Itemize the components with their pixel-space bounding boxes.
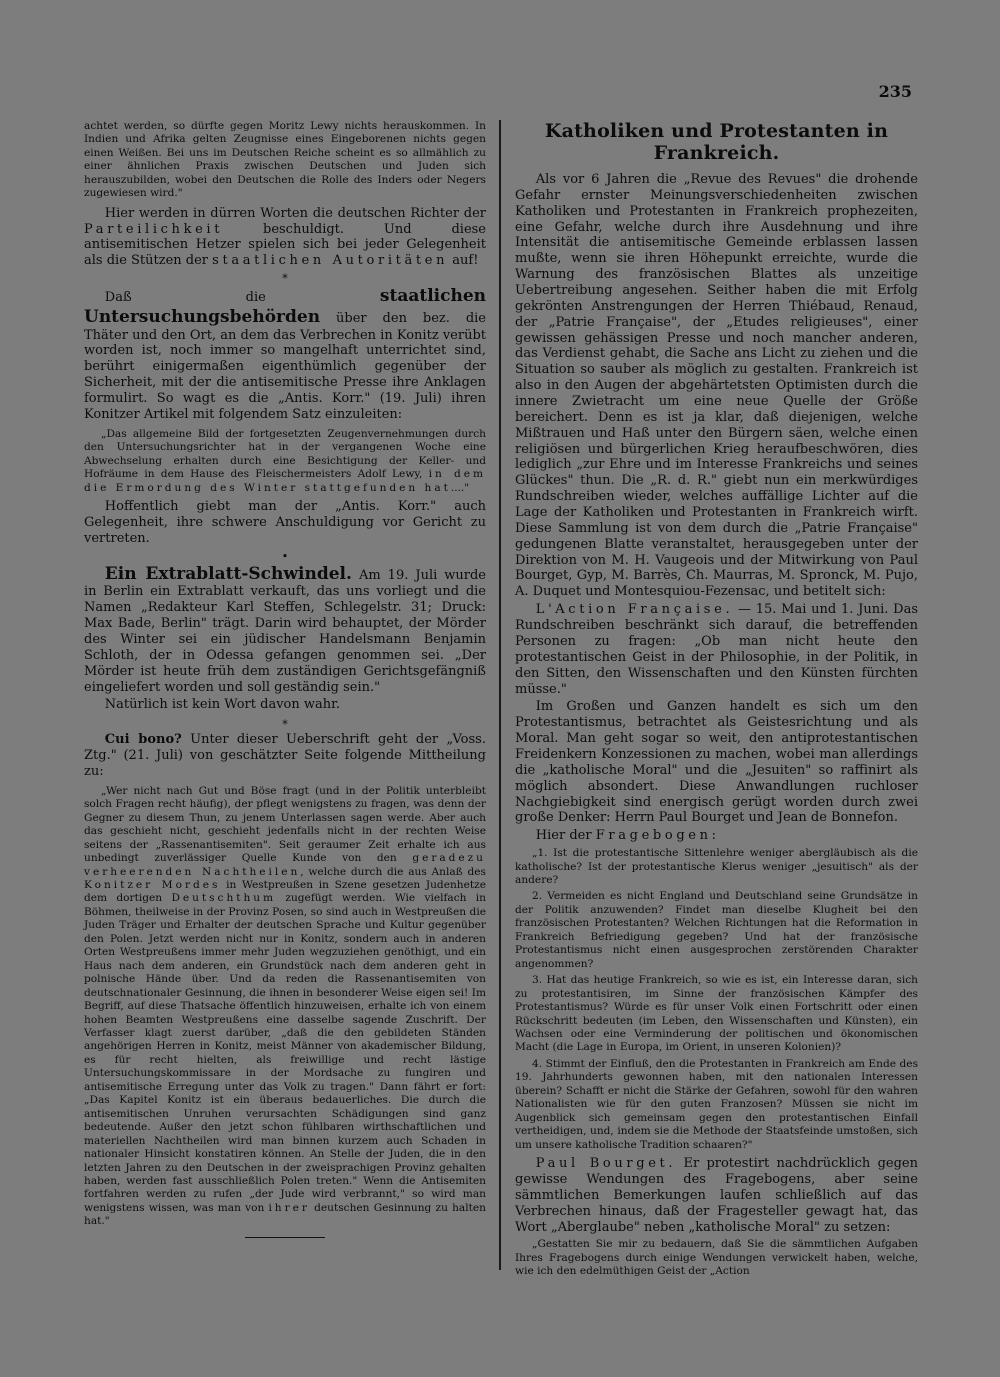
text-fragment: zugefügt werden. Wie vielfach in Böhmen, theilweise in der Provinz Posen, so sind auch in Westpreußen die Juden Träger und Erhalter der deutschen Sprache und Kultur gegenüber den Polen. Jetzt werden nicht nur in Konitz, sondern auch in anderen Orten Westpreußens immer mehr Juden wegzuziehen genöthigt, und ein Haus nach dem anderen, ein Grundstück nach dem anderen geht in polnische Hände über. Und da reden die Rassenantisemiten von deutschnationaler Gesinnung, die ihnen in besonderer Weise eigen sei! Im Begriff, auf diese Thatsache öffentlich hinzuweisen, erhalte ich von einem hohen Beamten Westpreußens eine dasselbe sagende Zuschrift. Der Verfasser klagt zuerst darüber, „daß die den gebildeten Ständen angehörigen Herren in Konitz, meist Männer von akademischer Bildung, es für recht hielten, als freiwillige und recht lästige Untersuchungskommissare in der Mordsache zu fungiren und antisemitische Erregung unter das Volk zu tragen." Dann fährt er fort: „Das Kapitel Konitz ist ein überaus bedauerliches. Die durch die antisemitischen Unruhen verursachten Schädigungen sind ganz bedeutende. Außer den jetzt schon fühlbaren wirthschaftlichen und materiellen Nachtheilen wird man binnen kurzem auch Schaden in nationaler Hinsicht konstatiren können. An Stelle der Juden, die in den letzten Jahren zu den Deutschen in der zweisprachigen Provinz gehalten haben, werden fast ausschließlich Polen treten." Wenn die Antisemiten fortfahren werden zu rufen „der Jude wird verbrannt," so wird man wenigstens wissen, was man von: [84, 892, 486, 1214]
paragraph-bourget: [515, 1156, 918, 1235]
text-fragment: auf!: [452, 253, 479, 269]
column-divider: [499, 120, 501, 1270]
emphasis-konitzer-mord: Konitzer Mordes: [84, 878, 221, 891]
text-fragment: :: [711, 828, 717, 844]
heading-extrablatt: Ein Extrablatt-Schwindel.: [104, 563, 352, 584]
text-fragment: Er protestirt nachdrücklich gegen gewisse Wendungen des Fragebogens, aber seine sämmtlichen Bemerkungen laufen schließlich auf das Verbrechen hinaus, daß der Fragesteller gewagt hat, das Wort „Aberglaube" neben „katholische Moral" zu setzen:: [515, 1156, 918, 1235]
publication-name: L'Action Française.: [535, 602, 734, 618]
text-fragment: — 15. Mai und 1. Juni. Das Rundschreiben beschränkt sich darauf, die betreffenden Personen zu fragen: „Ob man nicht heute den protestantischen Geist in der Philosophie, in der Politik, in den Sitten, den Wissenschaften und den Künsten fürchten müsse.": [515, 602, 918, 697]
question-3: 3. Hat das heutige Frankreich, so wie es ist, ein Interesse daran, sich zu protestantisiren, im Sinne der französischen Kämpfer des Protestantismus? Würde es für unser Volk einen Fortschritt oder einen Rückschritt bedeuten (im Leben, den Wissenschaften und Künsten), ein Wachsen oder eine Verminderung der politischen und ökonomischen Macht (die Lage in Europa, im Orient, in unseren Kolonien)?: [515, 974, 918, 1054]
text-fragment: „Wer nicht nach Gut und Böse fragt (und in der Politik unterbleibt solch Fragen recht häufig), der pflegt wenigstens zu fragen, was denn der Gegner zu diesem Thun, zu jenem Unterlassen sagen werde. Aber auch das geschieht nicht, geschieht jedenfalls nicht in der rechten Weise seitens der „Rassenantisemiten". Seit geraumer Zeit erhalte ich aus unbedingt zuverlässiger Quelle Kunde von den: [84, 784, 486, 865]
paragraph-untersuchung: [84, 286, 486, 423]
text-fragment: ....": [450, 481, 470, 494]
quote-antis-korr: [84, 428, 486, 495]
paragraph-action-francaise: [515, 602, 918, 697]
separator: *: [282, 272, 288, 286]
text-fragment: Am 19. Juli wurde in Berlin ein Extrablatt verkauft, das uns vorliegt und die Namen „Redakteur Karl Steffen, Schlegelstr. 31; Druck: Max Bade, Berlin" trägt. Darin wird behauptet, der Mörder des Winter sei ein jüdischer Handelsmann Benjamin Schloth, der in Odessa gefangen genommen sei. „Der Mörder ist heute früh dem zuständigen Gerichtsgefängniß eingeliefert worden und soll geständig sein.": [84, 567, 486, 695]
paragraph-hoffentlich: Hoffentlich giebt man der „Antis. Korr." auch Gelegenheit, ihre schwere Anschuldigung vor Gericht zu vertreten.: [84, 499, 486, 546]
left-column: [84, 120, 486, 1238]
text-fragment: in Westpreußen in Szene gesetzen Judenhetze dem dortigen: [84, 878, 486, 905]
text-fragment: Hier werden in dürren Worten die deutschen Richter der: [104, 205, 486, 221]
text-fragment: beschuldigt. Und diese antisemitischen Hetzer spielen sich bei jeder Gelegenheit als die Stützen der: [84, 221, 487, 269]
paragraph-cui-bono: [84, 732, 486, 780]
separator: •: [281, 549, 289, 563]
paragraph-extrablatt: [84, 564, 486, 696]
text-fragment: Daß die: [104, 290, 266, 306]
paragraph-richter: [84, 206, 486, 269]
paragraph-fragebogen-intro: [515, 828, 918, 844]
name-paul-bourget: Paul Bourget.: [535, 1156, 677, 1172]
question-2: 2. Vermeiden es nicht England und Deutschland seine Grundsätze in der Politik anzuwenden? Findet man dieselbe Klugheit bei den französischen Protestanten? Welchen Richtungen hat die Reformation in Frankreich Befriedigung gegeben? Und hat der französische Protestantismus nicht einen ausgesprochen zerstörenden Charakter angenommen?: [515, 890, 918, 970]
end-rule: [245, 1237, 325, 1238]
question-1: „1. Ist die protestantische Sittenlehre weniger abergläubisch als die katholische? Ist der protestantische Klerus weniger „jesuitisch" als der andere?: [515, 847, 918, 886]
paragraph-natuerlich: Natürlich ist kein Wort davon wahr.: [104, 697, 341, 713]
emphasis-fragebogen: Fragebogen: [595, 828, 712, 844]
emphasis-nachtheile: geradezu verheerenden Nachtheilen: [84, 852, 486, 878]
heading-untersuchungsbehoerden: staatlichen Untersuchungsbehörden: [84, 286, 486, 327]
emphasis-deutschthum: Deutschthum: [171, 892, 277, 905]
emphasis-ihrer: ihrer: [268, 1201, 310, 1214]
emphasis-autoritaeten: staatlichen Autoritäten: [212, 253, 449, 269]
paragraph-protestantismus: Im Großen und Ganzen handelt es sich um den Protestantismus, betrachtet als Geistesrichtung und als Moral. Man geht sogar so weit, den antiprotestantischen Freidenkern Konzessionen zu machen, wobei man allerdings die „katholische Moral" und die „Jesuiten" so raffinirt als möglich absondert. Diese Anwandlungen ruchloser Nachgiebigkeit sind energisch gerügt worden durch zwei große Denker: Herrn Paul Bourget und Jean de Bonnefon.: [515, 699, 918, 826]
emphasis-parteilichkeit: Parteilichkeit: [84, 221, 224, 237]
heading-cui-bono: Cui bono?: [104, 732, 182, 748]
quote-continuation: achtet werden, so dürfte gegen Moritz Lewy nichts herauskommen. In Indien und Afrika gelten Zeugnisse eines Eingeborenen nichts gegen einen Weißen. Bei uns im Deutschen Reiche scheint es so allmählich zu einer ähnlichen Praxis zwischen Deutschen und Juden sich herauszubilden, wobei den Deutschen die Rolle des Inders oder Negers zugewiesen wird.": [84, 120, 486, 200]
quote-voss-ztg: [84, 785, 486, 1229]
text-fragment: , welche durch die aus Anlaß des: [300, 865, 486, 878]
page-number: 235: [878, 82, 912, 101]
text-fragment: Unter dieser Ueberschrift geht der „Voss. Ztg." (21. Juli) von geschätzter Seite folgende Mittheilung zu:: [84, 732, 486, 779]
text-fragment: Hier der: [535, 828, 592, 844]
text-fragment: deutschen Gesinnung zu halten hat.": [84, 1201, 486, 1228]
article-title: Katholiken und Protestanten in Frankreich.: [544, 120, 889, 164]
paragraph-revue: Als vor 6 Jahren die „Revue des Revues" die drohende Gefahr ernster Meinungsverschiedenheiten zwischen Katholiken und Protestanten in Frankreich prophezeiten, eine Gefahr, welche durch ihre Ausdehnung und ihre Intensität die antisemitische Gemeinde erblassen lassen mußte, wenn sie ihren Höhepunkt erreichte, wurde die Warnung des französischen Blattes als unzeitige Uebertreibung angesehen. Seither haben die mit Erfolg gekrönten Anstrengungen der Herren Thiébaud, Renaud, der „Patrie Française", der „Etudes religieuses", einer gewissen gehässigen Presse und noch mancher anderen, das Verdienst gehabt, die Sache ans Licht zu ziehen und die Situation so sauber als möglich zu gestalten. Frankreich ist also in den Augen der abgehärtetsten Optimisten durch die innere Zwietracht um eine neue Quelle der Größe bereichert. Denn es ist ja klar, daß diejenigen, welche Mißtrauen und Haß unter den Bürgern säen, welche einen religiösen und bürgerlichen Krieg heraufbeschwören, dies lediglich „zur Ehre und im Interesse Frankreichs und seines Glückes" thun. Die „R. d. R." giebt nun ein merkwürdiges Rundschreiben wieder, welches auffällige Lichter auf die Lage der Katholiken und Protestanten in Frankreich wirft. Diese Sammlung ist von dem durch die „Patrie Française" gedungenen Blatte veranstaltet, herausgegeben unter der Direktion von M. H. Vaugeois und der Mitwirkung von Paul Bourget, Gyp, M. Barrès, Ch. Maurras, M. Spronck, M. Pujo, A. Duquet und Montesquiou-Fezensac, und betitelt sich:: [515, 172, 918, 600]
quote-bourget: „Gestatten Sie mir zu bedauern, daß Sie die sämmtlichen Aufgaben Ihres Fragebogens durch einige Wendungen verwickelt haben, welche, wie ich den edelmüthigen Geist der „Action: [515, 1238, 918, 1278]
emphasis-ermordung: in dem die Ermordung des Winter stattgefunden hat: [84, 468, 487, 494]
text-fragment: „Das allgemeine Bild der fortgesetzten Zeugenvernehmungen durch den Untersuchungsrichter hat in der vergangenen Woche eine Abwechselung erhalten durch eine Besichtigung der Keller- und Hofräume in dem Hause des Fleischermeisters Adolf Lewy,: [84, 427, 486, 481]
question-4: 4. Stimmt der Einfluß, den die Protestanten in Frankreich am Ende des 19. Jahrhunderts gewonnen haben, mit den nationalen Interessen überein? Schafft er nicht die Stärke der Gefahren, sowohl für den wahren Nationalisten wie für den guten Franzosen? Müssen sie nicht im Augenblick sich gemeinsam gegen den protestantischen Einfall vertheidigen, und, indem sie die Methode der Staatsfeinde umstoßen, sich um unsere katholische Tradition schaaren?": [515, 1057, 918, 1151]
text-fragment: über den bez. die Thäter und den Ort, an dem das Verbrechen in Konitz verübt worden ist, noch immer so mangelhaft unterrichtet sind, berührt einigermaßen eigenthümlich gegenüber der Sicherheit, mit der die antisemitische Presse ihre Anklagen formulirt. So wagt es die „Antis. Korr." (19. Juli) ihren Konitzer Artikel mit folgendem Satz einzuleiten:: [84, 310, 486, 422]
separator: *: [282, 718, 288, 732]
right-column: [515, 120, 918, 1281]
